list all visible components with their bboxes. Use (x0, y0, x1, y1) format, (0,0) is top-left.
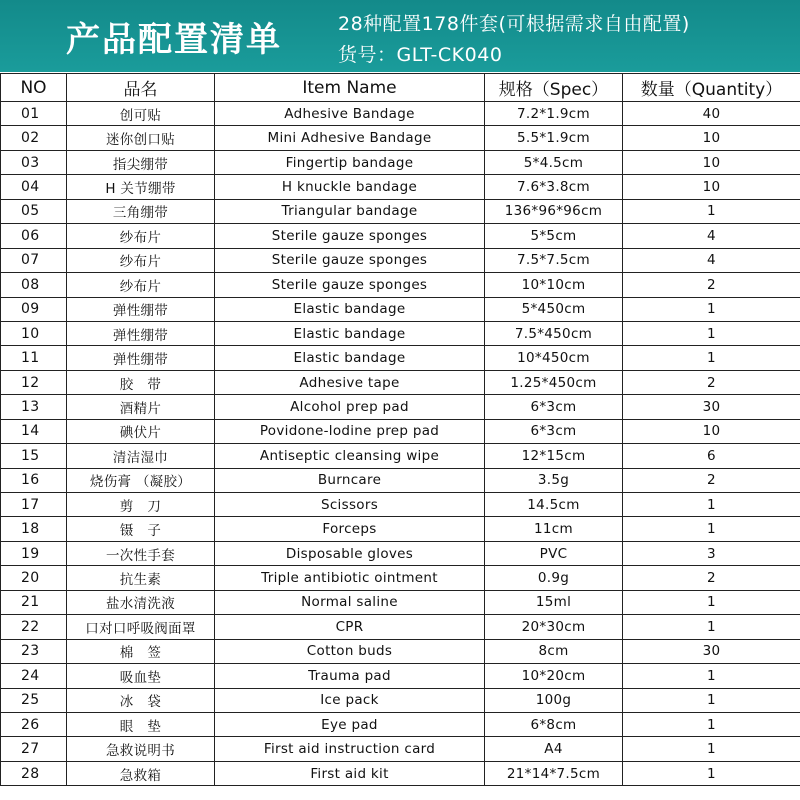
table-row (1, 688, 800, 712)
row-number: 18 (1, 517, 67, 541)
item-name-cn: 急救箱 (67, 761, 215, 785)
item-spec: 12*15cm (485, 444, 623, 468)
item-quantity: 30 (623, 395, 800, 419)
item-name-cn: 冰 袋 (67, 688, 215, 712)
item-name-en: Elastic bandage (215, 321, 485, 345)
item-quantity: 1 (623, 590, 800, 614)
item-spec: 6*3cm (485, 395, 623, 419)
item-name-en: Triple antibiotic ointment (215, 566, 485, 590)
item-quantity: 1 (623, 664, 800, 688)
item-quantity: 4 (623, 224, 800, 248)
item-spec: 11cm (485, 517, 623, 541)
row-number: 14 (1, 419, 67, 443)
item-spec: 10*450cm (485, 346, 623, 370)
item-quantity: 4 (623, 248, 800, 272)
table-row (1, 102, 800, 126)
item-name-cn: 烧伤膏 （凝胶） (67, 468, 215, 492)
item-name-en: Fingertip bandage (215, 150, 485, 174)
column-header-item-name: Item Name (215, 74, 485, 102)
table-row (1, 468, 800, 492)
row-number: 05 (1, 199, 67, 223)
item-quantity: 1 (623, 199, 800, 223)
item-name-cn: 弹性绷带 (67, 321, 215, 345)
item-name-en: Ice pack (215, 688, 485, 712)
row-number: 13 (1, 395, 67, 419)
item-quantity: 1 (623, 737, 800, 761)
row-number: 17 (1, 493, 67, 517)
row-number: 25 (1, 688, 67, 712)
item-spec: 8cm (485, 639, 623, 663)
item-name-en: Sterile gauze sponges (215, 224, 485, 248)
item-quantity: 10 (623, 175, 800, 199)
item-name-cn: 弹性绷带 (67, 346, 215, 370)
item-spec: 10*20cm (485, 664, 623, 688)
item-quantity: 2 (623, 273, 800, 297)
row-number: 01 (1, 102, 67, 126)
item-name-en: Forceps (215, 517, 485, 541)
row-number: 02 (1, 126, 67, 150)
item-spec: 10*10cm (485, 273, 623, 297)
item-name-en: Triangular bandage (215, 199, 485, 223)
table-row (1, 224, 800, 248)
item-spec: 1.25*450cm (485, 370, 623, 394)
row-number: 16 (1, 468, 67, 492)
page-subtitle: 28种配置178件套(可根据需求自由配置) (338, 13, 690, 35)
table-row (1, 737, 800, 761)
item-name-cn: 镊 子 (67, 517, 215, 541)
table-row (1, 370, 800, 394)
item-name-cn: 一次性手套 (67, 541, 215, 565)
item-name-cn: 吸血垫 (67, 664, 215, 688)
item-spec: 15ml (485, 590, 623, 614)
item-quantity: 2 (623, 468, 800, 492)
model-number: 货号：GLT-CK040 (338, 44, 503, 66)
item-spec: 20*30cm (485, 615, 623, 639)
item-quantity: 10 (623, 419, 800, 443)
table-row (1, 248, 800, 272)
item-name-cn: 抗生素 (67, 566, 215, 590)
item-name-cn: 急救说明书 (67, 737, 215, 761)
item-name-cn: 盐水清洗液 (67, 590, 215, 614)
item-name-cn: 创可贴 (67, 102, 215, 126)
item-spec: 136*96*96cm (485, 199, 623, 223)
item-name-en: Adhesive Bandage (215, 102, 485, 126)
item-quantity: 30 (623, 639, 800, 663)
row-number: 21 (1, 590, 67, 614)
table-row (1, 493, 800, 517)
item-name-cn: 酒精片 (67, 395, 215, 419)
item-name-en: CPR (215, 615, 485, 639)
item-name-en: Elastic bandage (215, 346, 485, 370)
row-number: 20 (1, 566, 67, 590)
item-quantity: 1 (623, 712, 800, 736)
row-number: 07 (1, 248, 67, 272)
table-row (1, 615, 800, 639)
table-row (1, 541, 800, 565)
table-row (1, 346, 800, 370)
item-name-en: Elastic bandage (215, 297, 485, 321)
item-quantity: 1 (623, 321, 800, 345)
product-config-table (0, 73, 800, 786)
table-row (1, 150, 800, 174)
item-name-en: Normal saline (215, 590, 485, 614)
item-name-cn: H 关节绷带 (67, 175, 215, 199)
table-row (1, 761, 800, 785)
item-name-en: H knuckle bandage (215, 175, 485, 199)
row-number: 08 (1, 273, 67, 297)
item-quantity: 6 (623, 444, 800, 468)
row-number: 15 (1, 444, 67, 468)
row-number: 22 (1, 615, 67, 639)
item-name-en: Cotton buds (215, 639, 485, 663)
item-spec: 0.9g (485, 566, 623, 590)
table-row (1, 273, 800, 297)
item-name-en: Eye pad (215, 712, 485, 736)
item-spec: 7.5*450cm (485, 321, 623, 345)
item-quantity: 1 (623, 688, 800, 712)
item-name-cn: 眼 垫 (67, 712, 215, 736)
item-spec: 5*5cm (485, 224, 623, 248)
item-name-en: Trauma pad (215, 664, 485, 688)
row-number: 12 (1, 370, 67, 394)
item-spec: A4 (485, 737, 623, 761)
item-spec: 7.6*3.8cm (485, 175, 623, 199)
item-name-cn: 弹性绷带 (67, 297, 215, 321)
header-banner (0, 0, 800, 72)
item-name-en: First aid instruction card (215, 737, 485, 761)
column-header-spec: 规格（Spec） (485, 74, 623, 102)
table-row (1, 590, 800, 614)
item-quantity: 2 (623, 370, 800, 394)
column-header-no: NO (1, 74, 67, 102)
item-name-cn: 纱布片 (67, 273, 215, 297)
page-title: 产品配置清单 (66, 20, 282, 60)
item-spec: 5*450cm (485, 297, 623, 321)
item-name-en: Sterile gauze sponges (215, 273, 485, 297)
item-name-en: First aid kit (215, 761, 485, 785)
column-header-quantity: 数量（Quantity） (623, 74, 800, 102)
row-number: 04 (1, 175, 67, 199)
row-number: 03 (1, 150, 67, 174)
item-quantity: 2 (623, 566, 800, 590)
table-row (1, 664, 800, 688)
table-row (1, 126, 800, 150)
item-spec: PVC (485, 541, 623, 565)
item-spec: 5*4.5cm (485, 150, 623, 174)
item-spec: 6*8cm (485, 712, 623, 736)
item-name-en: Sterile gauze sponges (215, 248, 485, 272)
table-body (1, 102, 800, 786)
item-name-en: Povidone-lodine prep pad (215, 419, 485, 443)
table-row (1, 712, 800, 736)
item-name-cn: 迷你创口贴 (67, 126, 215, 150)
item-quantity: 1 (623, 297, 800, 321)
row-number: 24 (1, 664, 67, 688)
row-number: 09 (1, 297, 67, 321)
row-number: 19 (1, 541, 67, 565)
item-name-en: Disposable gloves (215, 541, 485, 565)
item-spec: 100g (485, 688, 623, 712)
table-row (1, 395, 800, 419)
item-quantity: 10 (623, 150, 800, 174)
row-number: 27 (1, 737, 67, 761)
item-quantity: 1 (623, 761, 800, 785)
row-number: 26 (1, 712, 67, 736)
item-name-en: Scissors (215, 493, 485, 517)
item-spec: 6*3cm (485, 419, 623, 443)
table-row (1, 444, 800, 468)
table-row (1, 199, 800, 223)
item-quantity: 1 (623, 615, 800, 639)
item-name-cn: 三角绷带 (67, 199, 215, 223)
table-row (1, 321, 800, 345)
row-number: 10 (1, 321, 67, 345)
item-name-en: Mini Adhesive Bandage (215, 126, 485, 150)
item-spec: 7.2*1.9cm (485, 102, 623, 126)
item-quantity: 3 (623, 541, 800, 565)
table-row (1, 419, 800, 443)
item-quantity: 10 (623, 126, 800, 150)
table-row (1, 517, 800, 541)
table-row (1, 566, 800, 590)
item-name-en: Alcohol prep pad (215, 395, 485, 419)
item-quantity: 1 (623, 517, 800, 541)
item-quantity: 40 (623, 102, 800, 126)
item-quantity: 1 (623, 346, 800, 370)
item-spec: 3.5g (485, 468, 623, 492)
item-name-en: Burncare (215, 468, 485, 492)
item-name-cn: 碘伏片 (67, 419, 215, 443)
row-number: 11 (1, 346, 67, 370)
item-name-cn: 剪 刀 (67, 493, 215, 517)
item-name-cn: 棉 签 (67, 639, 215, 663)
item-name-cn: 纱布片 (67, 224, 215, 248)
item-spec: 7.5*7.5cm (485, 248, 623, 272)
item-spec: 5.5*1.9cm (485, 126, 623, 150)
row-number: 06 (1, 224, 67, 248)
table-row (1, 175, 800, 199)
item-name-cn: 纱布片 (67, 248, 215, 272)
table-header-row (1, 74, 800, 102)
item-name-en: Adhesive tape (215, 370, 485, 394)
item-spec: 21*14*7.5cm (485, 761, 623, 785)
item-quantity: 1 (623, 493, 800, 517)
item-name-en: Antiseptic cleansing wipe (215, 444, 485, 468)
row-number: 28 (1, 761, 67, 785)
item-name-cn: 胶 带 (67, 370, 215, 394)
item-name-cn: 清洁湿巾 (67, 444, 215, 468)
item-name-cn: 指尖绷带 (67, 150, 215, 174)
column-header-name-cn: 品名 (67, 74, 215, 102)
item-spec: 14.5cm (485, 493, 623, 517)
row-number: 23 (1, 639, 67, 663)
table-row (1, 639, 800, 663)
table-row (1, 297, 800, 321)
item-name-cn: 口对口呼吸阀面罩 (67, 615, 215, 639)
